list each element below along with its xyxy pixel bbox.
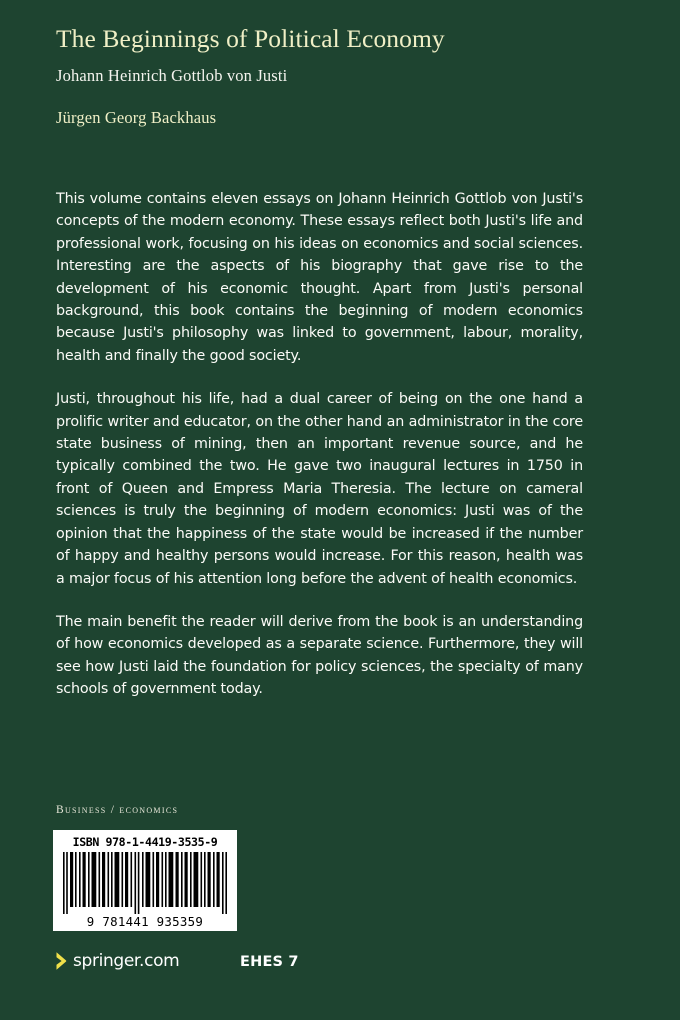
book-author: Jürgen Georg Backhaus: [56, 108, 217, 127]
blurb-paragraph: This volume contains eleven essays on Johann Heinrich Gottlob von Justi's concepts of the modern economy. These essays reflect both Justi's life and professional work, focusing on his ideas on economics and social sciences. Interesting are the aspects of his biography that gave rise to the development of his economic thought. Apart from Justi's personal background, this book contains the beginning of modern economics because Justi's philosophy was linked to government, labour, morality, health and finally the good society.: [56, 191, 583, 364]
isbn-barcode: [53, 830, 237, 931]
blurb-text: [56, 188, 583, 701]
chevron-right-icon: [55, 951, 68, 971]
category-label: Business / economics: [56, 804, 179, 816]
blurb-paragraph: The main benefit the reader will derive from the book is an understanding of how economics developed as a separate science. Furthermore, they will see how Justi laid the foundation for policy sciences, the specialty of many schools of government today.: [56, 613, 583, 698]
blurb-paragraph: Justi, throughout his life, had a dual career of being on the one hand a prolific writer and educator, on the other hand an administrator in the core state business of mining, then an important revenue source, and he typically combined the two. He gave two inaugural lectures in 1750 in front of Queen and Empress Maria Theresia. The lecture on cameral sciences is truly the beginning of modern economics: Justi was of the opinion that the happiness of the state would be increased if the number of happy and healthy persons would increase. For this reason, health was a major focus of his attention long before the advent of health economics.: [56, 391, 583, 587]
book-subtitle: Johann Heinrich Gottlob von Justi: [56, 66, 288, 85]
springer-url-label: springer.com: [73, 951, 180, 971]
book-title: The Beginnings of Political Economy: [56, 24, 445, 53]
title-block: [56, 23, 636, 129]
springer-logo[interactable]: [55, 951, 179, 971]
barcode-digits: 9 781441 935359: [86, 914, 204, 929]
series-code-label: EHES 7: [240, 954, 299, 970]
isbn-number: ISBN 978-1-4419-3535-9: [72, 835, 218, 849]
barcode-bars-icon: [63, 852, 227, 914]
